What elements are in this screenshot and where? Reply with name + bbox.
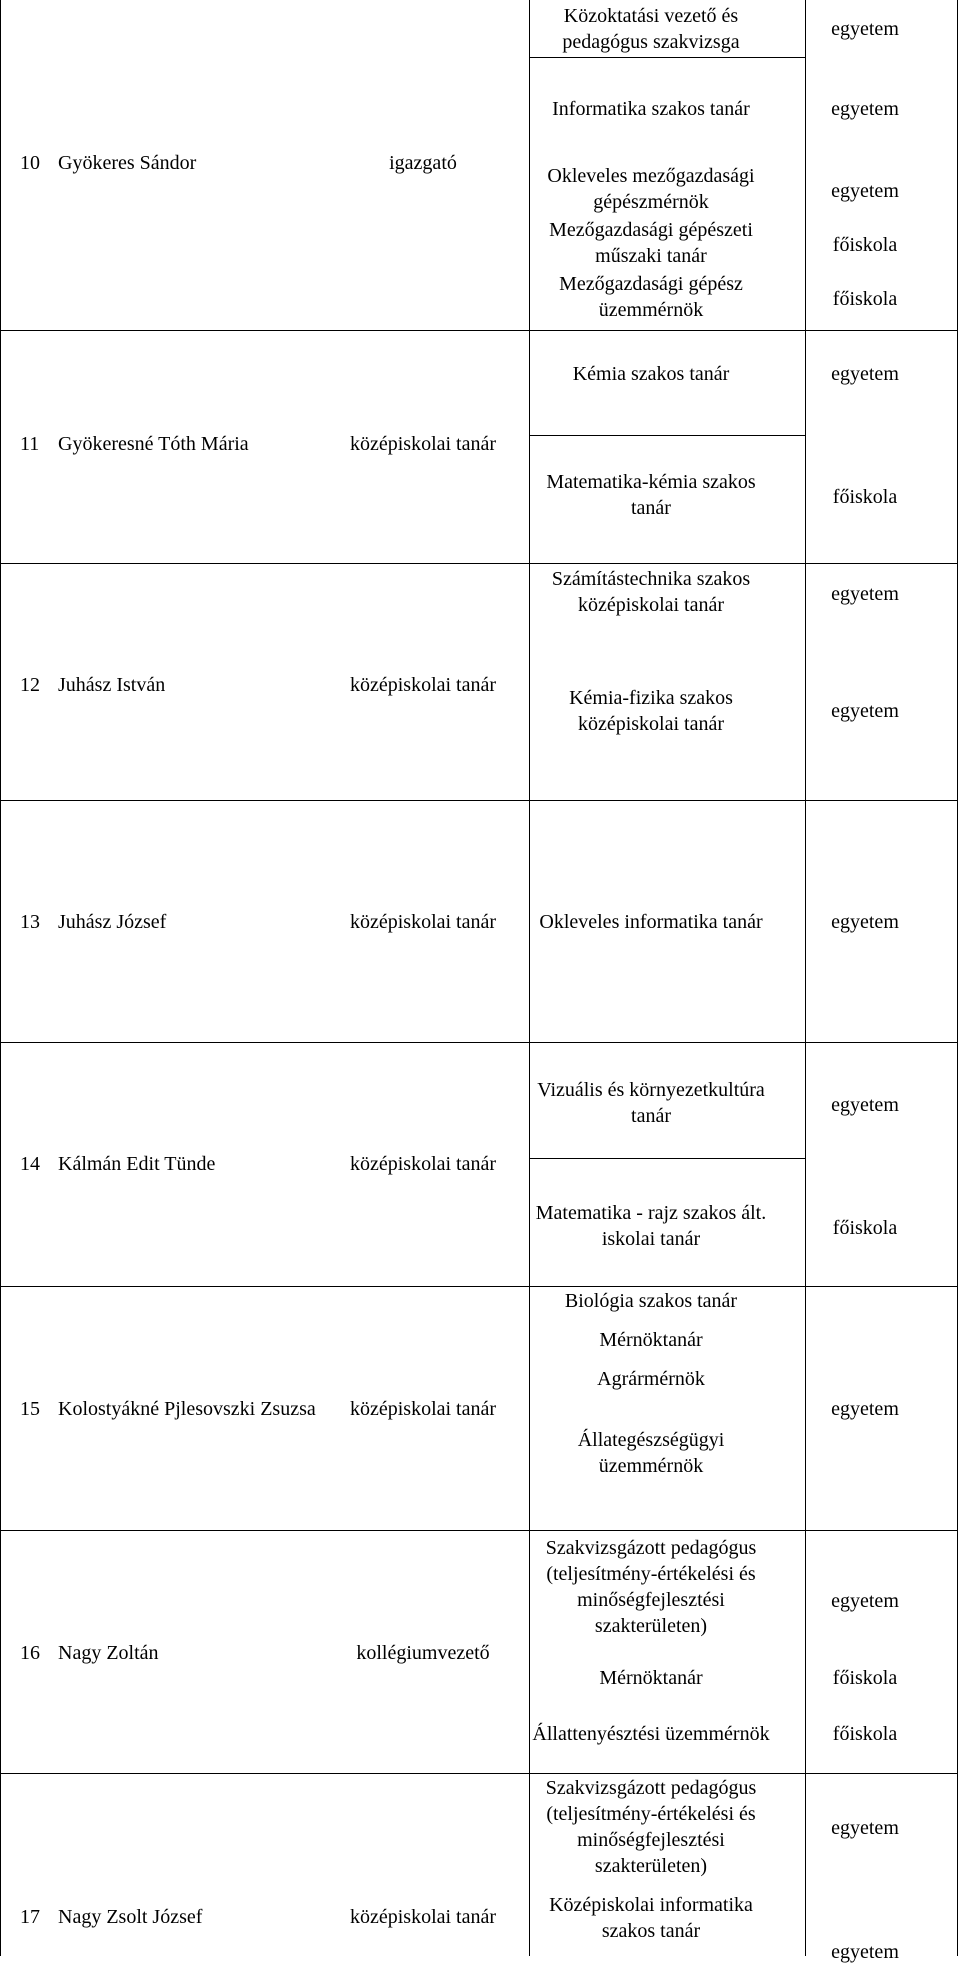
row-number: 11 [20, 433, 40, 455]
qualification-cell: Mezőgazdasági gépész üzemmérnök [559, 273, 743, 321]
position-cell: középiskolai tanár [349, 911, 497, 933]
teacher-name: Juhász István [58, 674, 166, 696]
qualification-cell: Mérnöktanár [599, 1667, 703, 1689]
qualification-cell: Középiskolai informatika szakos tanár [549, 1894, 753, 1942]
teacher-name: Nagy Zoltán [58, 1642, 159, 1664]
qualification-cell: Matematika-kémia szakos tanár [546, 471, 756, 519]
degree-level-cell: egyetem [831, 98, 899, 120]
qualification-cell: Informatika szakos tanár [552, 98, 750, 120]
table-border-horizontal [0, 800, 958, 801]
position-cell: kollégiumvezető [356, 1642, 490, 1664]
degree-level-cell: egyetem [831, 180, 899, 202]
degree-level-cell: egyetem [831, 18, 899, 40]
table-border-vertical [957, 0, 958, 1956]
degree-level-cell: egyetem [831, 1094, 899, 1116]
teacher-name: Gyökeresné Tóth Mária [58, 433, 249, 455]
degree-level-cell: főiskola [832, 1723, 898, 1745]
qualification-cell: Szakvizsgázott pedagógus (teljesítmény-értékelési és minőségfejlesztési szakterületen) [545, 1537, 757, 1637]
row-number: 17 [20, 1906, 40, 1928]
qualification-cell: Állattenyésztési üzemmérnök [532, 1723, 770, 1745]
teacher-name: Kálmán Edit Tünde [58, 1153, 216, 1175]
degree-level-cell: főiskola [832, 1217, 898, 1239]
qualification-cell: Mezőgazdasági gépészeti műszaki tanár [549, 219, 753, 267]
position-cell: középiskolai tanár [349, 1398, 497, 1420]
degree-level-cell: egyetem [831, 1590, 899, 1612]
qualification-cell: Biológia szakos tanár [564, 1290, 738, 1312]
degree-level-cell: főiskola [832, 486, 898, 508]
qualification-cell: Agrármérnök [597, 1368, 705, 1390]
position-cell: középiskolai tanár [349, 433, 497, 455]
qualification-cell: Kémia-fizika szakos középiskolai tanár [569, 687, 733, 735]
row-number: 12 [20, 674, 40, 696]
degree-level-cell: egyetem [831, 363, 899, 385]
table-border-horizontal [0, 1286, 958, 1287]
position-cell: középiskolai tanár [349, 1153, 497, 1175]
table-border-horizontal [529, 1158, 805, 1159]
degree-level-cell: egyetem [831, 911, 899, 933]
degree-level-cell: egyetem [831, 700, 899, 722]
qualification-cell: Kémia szakos tanár [572, 363, 730, 385]
qualification-cell: Matematika - rajz szakos ált. iskolai tanár [535, 1202, 767, 1250]
teacher-name: Nagy Zsolt József [58, 1906, 203, 1928]
degree-level-cell: főiskola [832, 234, 898, 256]
position-cell: középiskolai tanár [349, 1906, 497, 1928]
table-border-horizontal [0, 330, 958, 331]
teacher-name: Gyökeres Sándor [58, 152, 197, 174]
table-border-horizontal [0, 1773, 958, 1774]
table-border-vertical [0, 0, 1, 1956]
qualification-cell: Szakvizsgázott pedagógus (teljesítmény-értékelési és minőségfejlesztési szakterületen) [545, 1777, 757, 1877]
table-border-horizontal [529, 57, 805, 58]
degree-level-cell: főiskola [832, 1667, 898, 1689]
degree-level-cell: egyetem [831, 1398, 899, 1420]
row-number: 15 [20, 1398, 40, 1420]
table-border-vertical [805, 0, 806, 1956]
position-cell: igazgató [389, 152, 457, 174]
qualification-cell: Vizuális és környezetkultúra tanár [537, 1079, 765, 1127]
degree-level-cell: egyetem [831, 1817, 899, 1839]
table-border-horizontal [0, 1042, 958, 1043]
qualification-cell: Számítástechnika szakos középiskolai tanár [551, 568, 751, 616]
qualification-cell: Mérnöktanár [599, 1329, 703, 1351]
row-number: 16 [20, 1642, 40, 1664]
degree-level-cell: egyetem [831, 583, 899, 605]
degree-level-cell: egyetem [831, 1941, 899, 1963]
qualification-cell: Okleveles mezőgazdasági gépészmérnök [547, 165, 755, 213]
row-number: 14 [20, 1153, 40, 1175]
table-border-vertical [529, 0, 530, 1956]
table-border-horizontal [0, 1530, 958, 1531]
position-cell: középiskolai tanár [349, 674, 497, 696]
qualification-cell: Okleveles informatika tanár [539, 911, 763, 933]
degree-level-cell: főiskola [832, 288, 898, 310]
teacher-name: Juhász József [58, 911, 167, 933]
teacher-name: Kolostyákné Pjlesovszki Zsuzsa [58, 1398, 316, 1420]
row-number: 10 [20, 152, 40, 174]
row-number: 13 [20, 911, 40, 933]
qualification-cell: Állategészségügyi üzemmérnök [577, 1429, 725, 1477]
table-border-horizontal [529, 435, 805, 436]
table-border-horizontal [0, 563, 958, 564]
qualification-cell: Közoktatási vezető és pedagógus szakvizsga [562, 5, 740, 53]
